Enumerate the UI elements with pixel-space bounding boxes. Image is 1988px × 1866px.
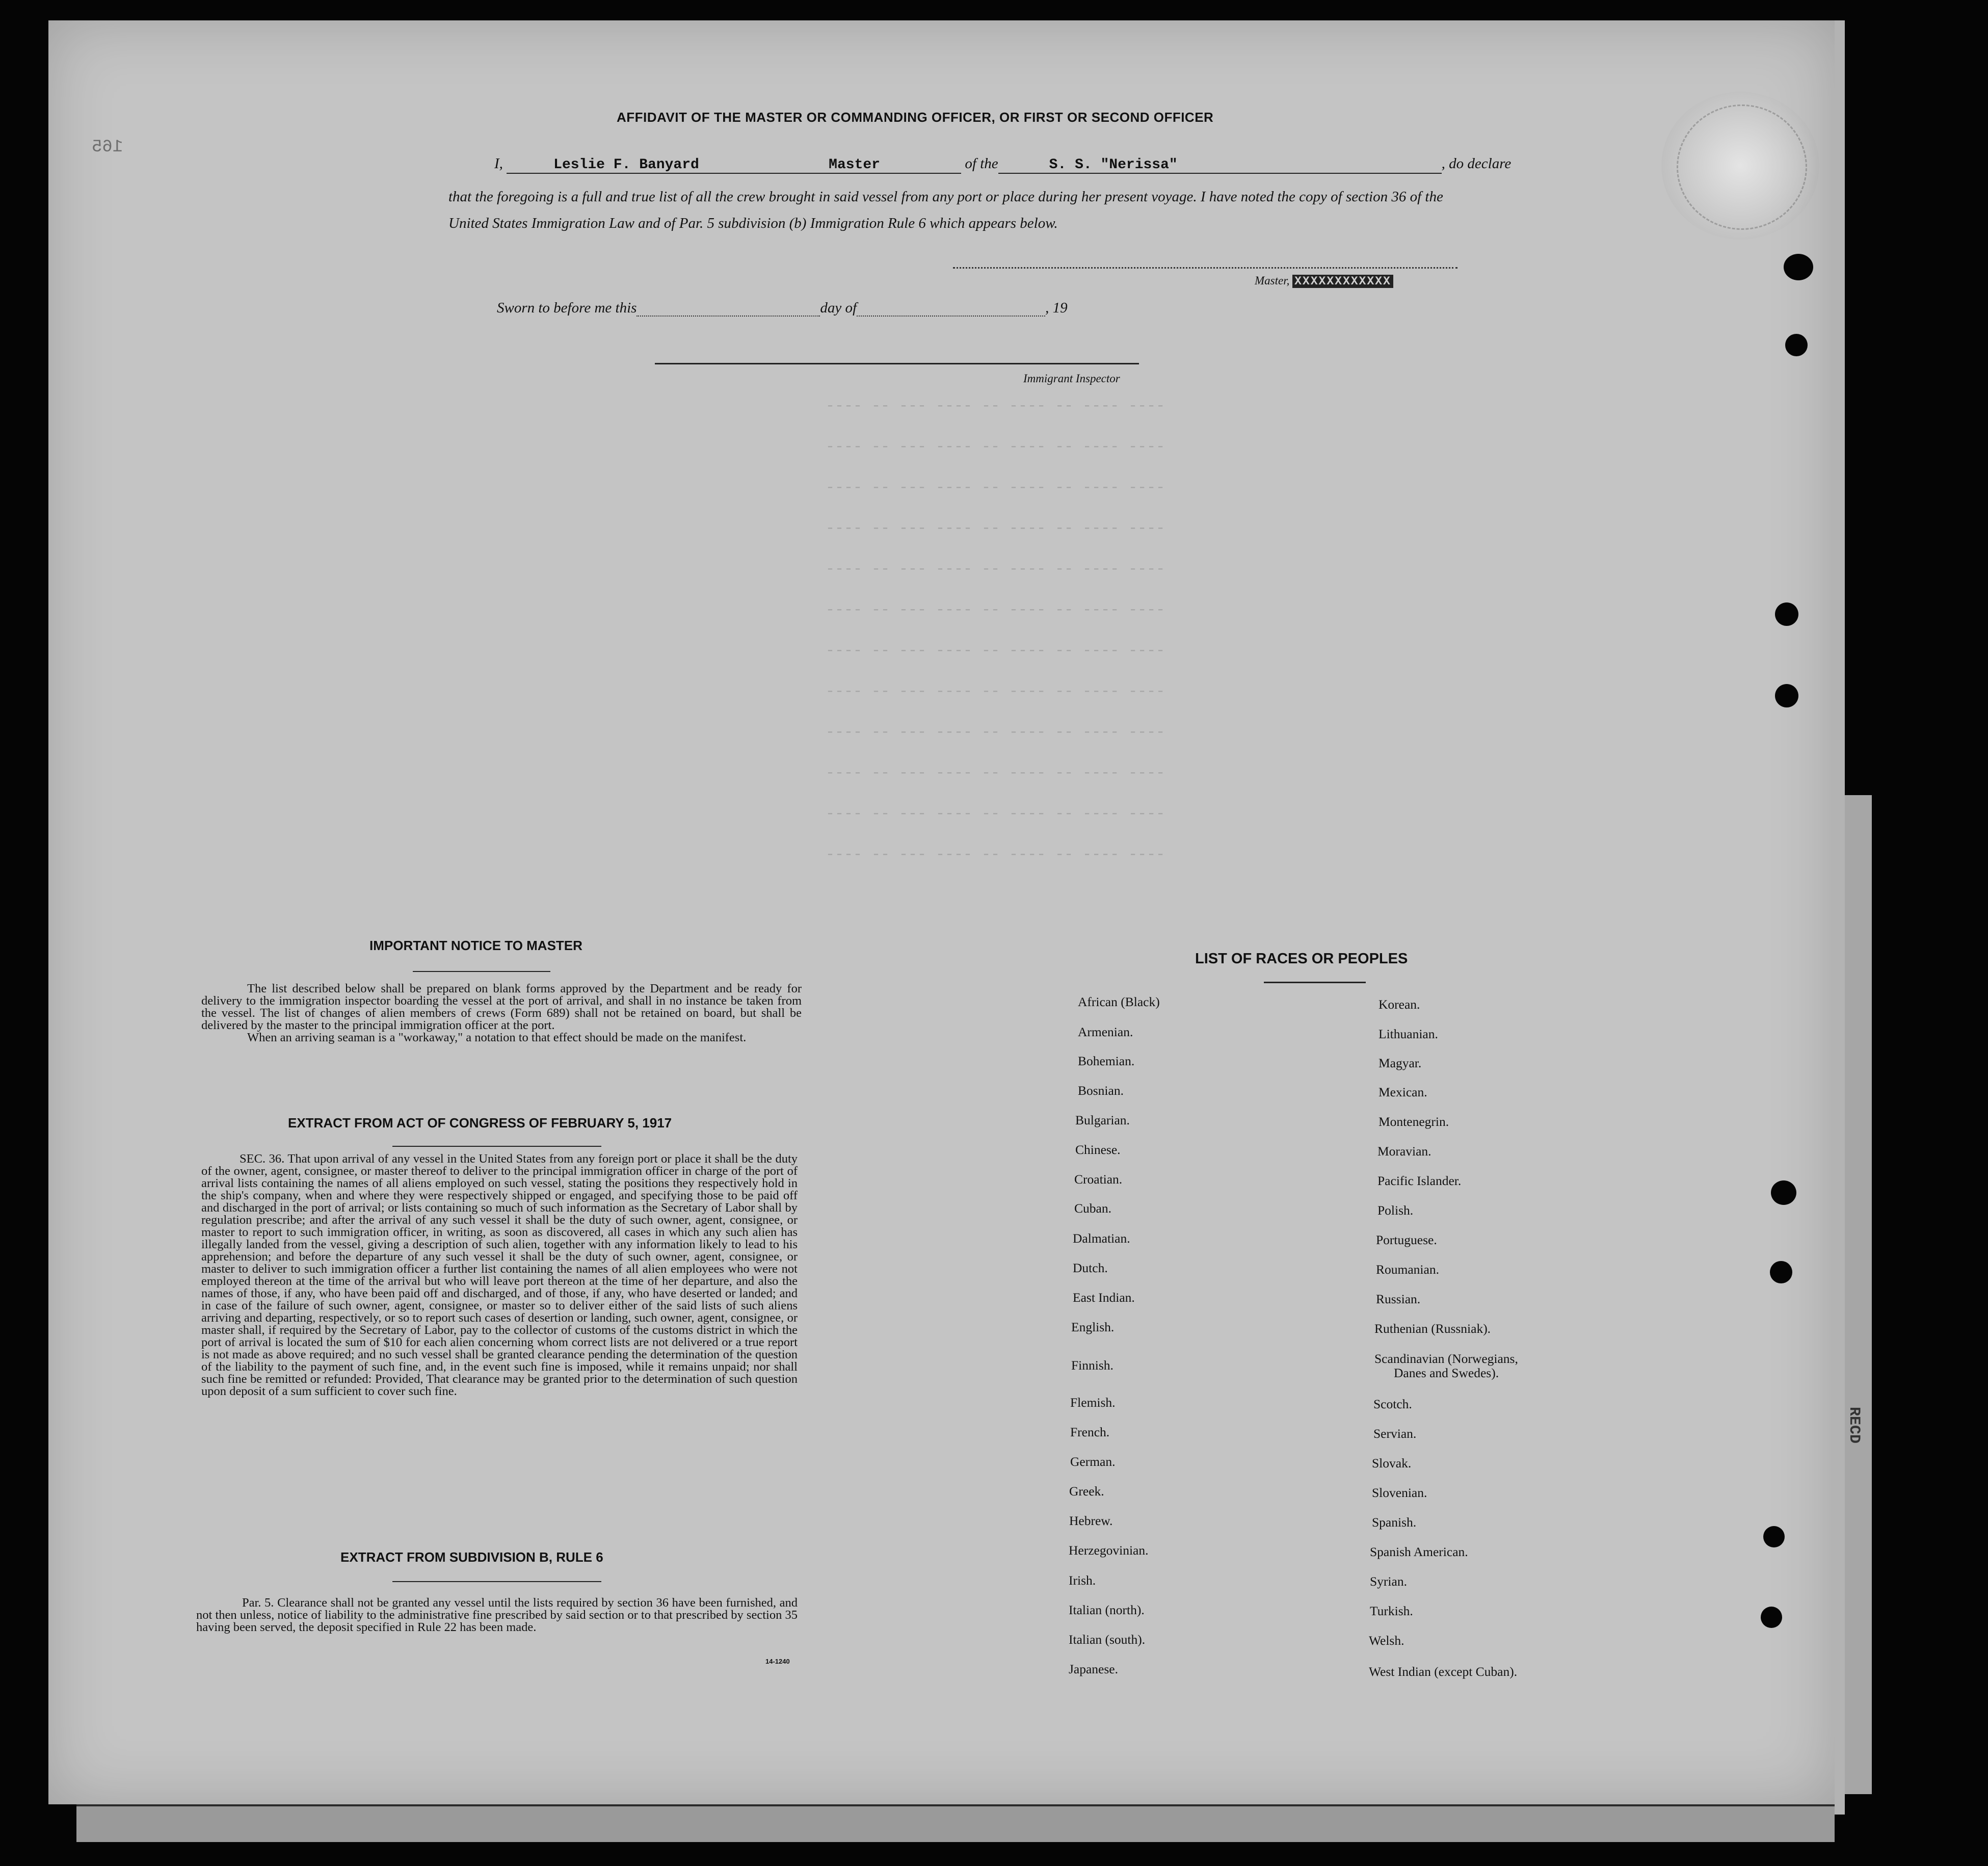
of-the-label: of the — [965, 155, 998, 172]
bleed-through-text: ---- -- --- ---- -- ---- -- ---- ---- — [826, 846, 1165, 863]
race-item: Spanish American. — [1370, 1544, 1468, 1559]
sworn-line — [497, 300, 1068, 317]
affidavit-declaration-line — [494, 155, 1511, 174]
extract-rule-body — [196, 1597, 798, 1634]
extract-rule-title: EXTRACT FROM SUBDIVISION B, RULE 6 — [340, 1549, 603, 1565]
race-item: Slovenian. — [1372, 1485, 1427, 1500]
struck-out-title: XXXXXXXXXXXX — [1292, 275, 1393, 288]
i-label: I, — [494, 155, 503, 172]
notice-paragraph: When an arriving seaman is a "workaway," a notation to that effect should be made on the manifest. — [247, 1031, 747, 1044]
race-item: Italian (north). — [1069, 1602, 1145, 1617]
race-item: Russian. — [1376, 1292, 1421, 1306]
section-36-paragraph: SEC. 36. That upon arrival of any vessel in the United States from any foreign port or place it shall be the duty of the owner, agent, consignee, or master thereof to deliver to the principal immigration officer in charge of the port of arrival lists containing the names of all aliens employed on such vessel, stating the positions they respectively hold in the ship's company, when and where they were respectively shipped or engaged, and specifying those to be paid off and discharged in the port of arrival; or lists containing so much of such information as the Secretary of Labor shall by regulation prescribe; and after the arrival of any such vessel it shall be the duty of such owner, agent, consignee, or master to report to such immigration officer, in writing, as soon as discovered, all cases in which any such alien has illegally landed from the vessel, giving a description of such alien, together with any information likely to lead to his apprehension; and before the departure of any such vessel it shall be the duty of such owner, agent, consignee, or master to deliver to such immigration officer a further list containing the names of all alien employees who were not employed thereon at the time of the arrival but who will leave port thereon at the time of her departure, and also the names of those, if any, who have been paid off and discharged, and of those, if any, who have deserted or landed; and in case of the failure of such owner, agent, consignee, or master so to deliver either of the said lists of such aliens arriving and departing, respectively, or so to report such cases of desertion or landing, such owner, agent, consignee, or master shall, if required by the Secretary of Labor, pay to the collector of customs of the customs district in which the port of arrival is located the sum of $10 for each alien concerning whom correct lists are not delivered or a true report is not made as above required; and no such vessel shall be granted clearance pending the determination of the question of the liability to the payment of such fine, and, in the event such fine is imposed, while it remains unpaid; nor shall such fine be remitted or refunded: Provided, That clearance may be granted prior to the determination of such question upon deposit of a sum sufficient to cover such fine. — [201, 1152, 798, 1398]
race-item: Servian. — [1373, 1426, 1417, 1441]
race-item: Cuban. — [1074, 1201, 1111, 1216]
year-label: , 19 — [1045, 300, 1068, 316]
bleed-through-text: ---- -- --- ---- -- ---- -- ---- ---- — [826, 479, 1165, 496]
punch-hole — [1763, 1526, 1785, 1547]
punch-hole — [1775, 602, 1798, 626]
race-item: Italian (south). — [1069, 1632, 1146, 1647]
race-item: Japanese. — [1069, 1662, 1118, 1676]
race-item: Greek. — [1069, 1484, 1104, 1499]
race-item: Montenegrin. — [1379, 1114, 1449, 1129]
race-item: Herzegovinian. — [1069, 1543, 1149, 1558]
form-number: 14-1240 — [765, 1658, 790, 1665]
race-item: Finnish. — [1071, 1358, 1114, 1373]
seal-ring — [1677, 104, 1807, 230]
race-item: Scotch. — [1373, 1397, 1412, 1411]
document-page — [48, 20, 1835, 1804]
race-item: Syrian. — [1370, 1574, 1407, 1589]
race-item: German. — [1070, 1454, 1116, 1469]
inspector-label: Immigrant Inspector — [1023, 372, 1120, 385]
notice-title: IMPORTANT NOTICE TO MASTER — [369, 938, 582, 953]
race-item: Welsh. — [1369, 1633, 1404, 1648]
punch-hole — [1770, 1261, 1792, 1283]
received-stamp: RECD — [1845, 1407, 1863, 1444]
bleed-through-text: ---- -- --- ---- -- ---- -- ---- ---- — [826, 561, 1165, 578]
vessel-name-field: S. S. "Nerissa" — [998, 157, 1442, 174]
punch-hole — [1775, 684, 1798, 707]
race-item: East Indian. — [1073, 1290, 1135, 1305]
divider — [413, 971, 550, 972]
race-item: Magyar. — [1379, 1056, 1422, 1070]
race-item: Mexican. — [1379, 1085, 1427, 1099]
bleed-through-text: ---- -- --- ---- -- ---- -- ---- ---- — [826, 724, 1165, 741]
race-item: Irish. — [1069, 1573, 1096, 1588]
race-item: Ruthenian (Russniak). — [1374, 1321, 1491, 1336]
rank-field: Master — [818, 157, 961, 174]
race-item: Armenian. — [1078, 1024, 1133, 1039]
notice-body — [201, 983, 802, 1044]
page-number-mirrored: 165 — [92, 138, 123, 157]
race-item: Hebrew. — [1069, 1513, 1113, 1528]
race-item: Danes and Swedes). — [1394, 1365, 1499, 1380]
master-signature-label — [1255, 274, 1393, 288]
bleed-through-text: ---- -- --- ---- -- ---- -- ---- ---- — [826, 398, 1165, 415]
bleed-through-text: ---- -- --- ---- -- ---- -- ---- ---- — [826, 601, 1165, 619]
race-item: Bohemian. — [1078, 1054, 1135, 1068]
divider — [1264, 982, 1366, 983]
race-item: Dutch. — [1073, 1260, 1108, 1275]
punch-hole — [1761, 1607, 1782, 1628]
day-of-label: day of — [820, 300, 857, 316]
bleed-through-text: ---- -- --- ---- -- ---- -- ---- ---- — [826, 642, 1165, 660]
punch-hole — [1785, 334, 1808, 356]
race-item: Bulgarian. — [1075, 1113, 1130, 1127]
do-declare-label: , do declare — [1441, 155, 1512, 172]
race-item: West Indian (except Cuban). — [1369, 1664, 1518, 1679]
race-item: Dalmatian. — [1073, 1231, 1130, 1246]
races-title: LIST OF RACES OR PEOPLES — [1195, 951, 1408, 967]
race-item: Korean. — [1379, 997, 1420, 1012]
race-item: Scandinavian (Norwegians, — [1374, 1351, 1518, 1366]
master-label-text: Master, — [1255, 274, 1290, 287]
race-item: Turkish. — [1370, 1604, 1413, 1618]
par-5-paragraph: Par. 5. Clearance shall not be granted any vessel until the lists required by section 36 have been furnished, and not then unless, notice of liability to the administrative fine prescribed by said section or to that prescribed by section 35 having been served, the deposit specified in Rule 22 has been made. — [196, 1596, 798, 1634]
sworn-day-field — [637, 316, 820, 317]
affidavit-statement: that the foregoing is a full and true list of all the crew brought in said vessel from any port or place during her present voyage. I have noted the copy of section 36 of the United States Immigration Law and of Par. 5 subdivision (b) Immigration Rule 6 which appears below. — [448, 189, 1443, 231]
race-item: Lithuanian. — [1379, 1027, 1438, 1041]
race-item: African (Black) — [1078, 994, 1160, 1009]
race-item: Moravian. — [1377, 1144, 1432, 1159]
bleed-through-text: ---- -- --- ---- -- ---- -- ---- ---- — [826, 520, 1165, 537]
master-signature-line — [953, 267, 1457, 269]
race-item: Spanish. — [1372, 1515, 1417, 1530]
master-name-field: Leslie F. Banyard — [507, 157, 818, 174]
race-item: Bosnian. — [1078, 1083, 1124, 1098]
affidavit-title: AFFIDAVIT OF THE MASTER OR COMMANDING OFFICER, OR FIRST OR SECOND OFFICER — [617, 110, 1214, 125]
race-item: Flemish. — [1070, 1395, 1116, 1410]
race-item: Slovak. — [1372, 1456, 1412, 1470]
sworn-prefix: Sworn to before me this — [497, 300, 637, 316]
race-item: Roumanian. — [1376, 1262, 1439, 1277]
bleed-through-text: ---- -- --- ---- -- ---- -- ---- ---- — [826, 438, 1165, 456]
race-item: Pacific Islander. — [1377, 1173, 1462, 1188]
notice-paragraph: The list described below shall be prepared on blank forms approved by the Department and be ready for delivery to the immigration inspector boarding the vessel at the port of arrival, and shall in no instance be taken from the vessel. The list of changes of alien members of crews (Form 689) shall not be retained on board, but shall be delivered by the master to the principal immigration officer at the port. — [201, 982, 802, 1032]
extract-act-title: EXTRACT FROM ACT OF CONGRESS OF FEBRUARY 5, 1917 — [288, 1115, 672, 1131]
race-item: French. — [1070, 1425, 1110, 1439]
punch-hole — [1771, 1180, 1796, 1205]
race-item: Croatian. — [1074, 1172, 1123, 1187]
race-item: Polish. — [1377, 1203, 1414, 1218]
race-item: English. — [1071, 1320, 1115, 1334]
extract-act-body — [201, 1153, 798, 1398]
punch-hole — [1784, 254, 1813, 280]
bleed-through-text: ---- -- --- ---- -- ---- -- ---- ---- — [826, 683, 1165, 700]
inspector-signature-line — [655, 363, 1139, 364]
underlying-sheet-edge — [76, 1804, 1835, 1842]
divider — [392, 1581, 601, 1582]
bleed-through-text: ---- -- --- ---- -- ---- -- ---- ---- — [826, 765, 1165, 782]
race-item: Chinese. — [1075, 1142, 1121, 1157]
sworn-month-field — [857, 316, 1045, 317]
divider — [392, 1146, 601, 1147]
bleed-through-text: ---- -- --- ---- -- ---- -- ---- ---- — [826, 805, 1165, 823]
race-item: Portuguese. — [1376, 1232, 1437, 1247]
